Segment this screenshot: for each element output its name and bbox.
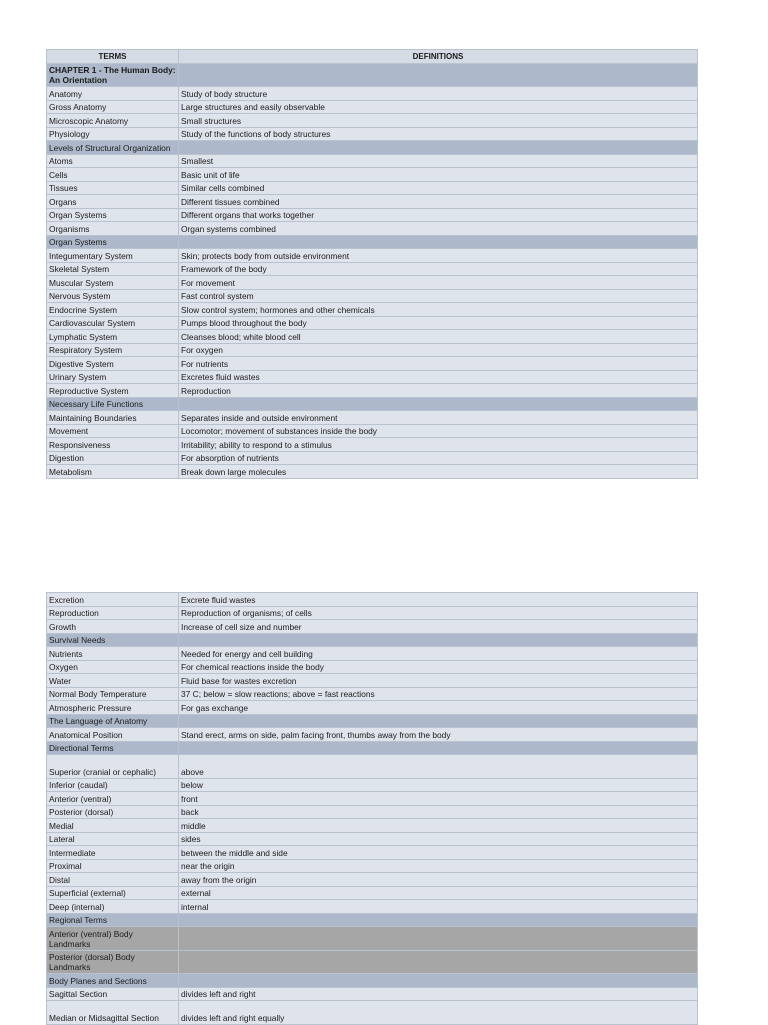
definition-cell xyxy=(179,950,698,974)
definition-cell: Stand erect, arms on side, palm facing front, thumbs away from the body xyxy=(179,728,698,742)
table-row xyxy=(47,195,698,209)
definition-cell xyxy=(179,927,698,951)
definition-cell: front xyxy=(179,792,698,806)
term-cell: Water xyxy=(47,674,179,688)
header-terms: TERMS xyxy=(47,50,179,64)
definition-cell: Smallest xyxy=(179,154,698,168)
term-cell: Maintaining Boundaries xyxy=(47,411,179,425)
term-cell: Atoms xyxy=(47,154,179,168)
term-cell: Growth xyxy=(47,620,179,634)
term-cell: Sagittal Section xyxy=(47,987,179,1001)
table-row xyxy=(47,289,698,303)
term-cell: Median or Midsagittal Section xyxy=(47,1001,179,1025)
definition-cell: near the origin xyxy=(179,859,698,873)
table-row xyxy=(47,87,698,101)
table-header xyxy=(47,50,698,64)
term-cell: Proximal xyxy=(47,859,179,873)
term-cell: Lateral xyxy=(47,832,179,846)
term-cell: Metabolism xyxy=(47,465,179,479)
definition-cell: Framework of the body xyxy=(179,262,698,276)
term-cell: Tissues xyxy=(47,181,179,195)
definition-cell: Study of the functions of body structures xyxy=(179,127,698,141)
table-row xyxy=(47,792,698,806)
term-cell: Normal Body Temperature xyxy=(47,687,179,701)
definition-cell: For absorption of nutrients xyxy=(179,451,698,465)
term-cell: CHAPTER 1 - The Human Body: An Orientation xyxy=(47,63,179,87)
table-row xyxy=(47,276,698,290)
table-row xyxy=(47,127,698,141)
term-cell: Deep (internal) xyxy=(47,900,179,914)
section-row xyxy=(47,235,698,249)
table-row xyxy=(47,181,698,195)
term-cell: Body Planes and Sections xyxy=(47,974,179,988)
table-row xyxy=(47,370,698,384)
definition-cell: Different organs that works together xyxy=(179,208,698,222)
definition-cell xyxy=(179,974,698,988)
term-cell: Anterior (ventral) xyxy=(47,792,179,806)
term-cell: Muscular System xyxy=(47,276,179,290)
table-row xyxy=(47,701,698,715)
term-cell: Endocrine System xyxy=(47,303,179,317)
definition-cell xyxy=(179,913,698,927)
definition-cell: Separates inside and outside environment xyxy=(179,411,698,425)
term-cell: Microscopic Anatomy xyxy=(47,114,179,128)
definition-cell: external xyxy=(179,886,698,900)
section-row xyxy=(47,950,698,974)
definition-cell: back xyxy=(179,805,698,819)
table-row xyxy=(47,222,698,236)
definition-cell: Study of body structure xyxy=(179,87,698,101)
section-row xyxy=(47,633,698,647)
table-row xyxy=(47,262,698,276)
definition-cell xyxy=(179,141,698,155)
table-row xyxy=(47,168,698,182)
table-row xyxy=(47,674,698,688)
definition-cell xyxy=(179,714,698,728)
table-row xyxy=(47,438,698,452)
term-cell: Digestive System xyxy=(47,357,179,371)
term-cell: Responsiveness xyxy=(47,438,179,452)
term-cell: Atmospheric Pressure xyxy=(47,701,179,715)
definition-cell: away from the origin xyxy=(179,873,698,887)
term-cell: Excretion xyxy=(47,593,179,607)
definition-cell: Break down large molecules xyxy=(179,465,698,479)
definition-cell xyxy=(179,741,698,755)
table-row xyxy=(47,330,698,344)
term-cell: Integumentary System xyxy=(47,249,179,263)
section-row xyxy=(47,397,698,411)
term-cell: Cells xyxy=(47,168,179,182)
table-row xyxy=(47,832,698,846)
term-cell: Organs xyxy=(47,195,179,209)
definition-cell: internal xyxy=(179,900,698,914)
term-cell: Digestion xyxy=(47,451,179,465)
table-row xyxy=(47,873,698,887)
definition-cell: Cleanses blood; white blood cell xyxy=(179,330,698,344)
definition-cell: Pumps blood throughout the body xyxy=(179,316,698,330)
definition-cell: above xyxy=(179,755,698,779)
definition-cell: Different tissues combined xyxy=(179,195,698,209)
term-cell: Superficial (external) xyxy=(47,886,179,900)
term-cell: Movement xyxy=(47,424,179,438)
table-row xyxy=(47,384,698,398)
terms-table-page-2 xyxy=(46,592,698,1025)
table-row xyxy=(47,357,698,371)
definition-cell: below xyxy=(179,778,698,792)
term-cell: Superior (cranial or cephalic) xyxy=(47,755,179,779)
table-row xyxy=(47,606,698,620)
definition-cell: 37 C; below = slow reactions; above = fast reactions xyxy=(179,687,698,701)
table-row xyxy=(47,755,698,779)
definition-cell: For movement xyxy=(179,276,698,290)
definition-cell: Excrete fluid wastes xyxy=(179,593,698,607)
term-cell: Reproduction xyxy=(47,606,179,620)
header-definitions: DEFINITIONS xyxy=(179,50,698,64)
definition-cell: Fluid base for wastes excretion xyxy=(179,674,698,688)
table-row xyxy=(47,805,698,819)
term-cell: Physiology xyxy=(47,127,179,141)
definition-cell: sides xyxy=(179,832,698,846)
term-cell: Gross Anatomy xyxy=(47,100,179,114)
terms-table-page-1 xyxy=(46,49,698,479)
section-row xyxy=(47,741,698,755)
term-cell: Cardiovascular System xyxy=(47,316,179,330)
section-row xyxy=(47,714,698,728)
definition-cell: Reproduction of organisms; of cells xyxy=(179,606,698,620)
term-cell: Levels of Structural Organization xyxy=(47,141,179,155)
definition-cell: Excretes fluid wastes xyxy=(179,370,698,384)
table-row xyxy=(47,728,698,742)
definition-cell xyxy=(179,63,698,87)
term-cell: Intermediate xyxy=(47,846,179,860)
term-cell: Organ Systems xyxy=(47,208,179,222)
table-row xyxy=(47,465,698,479)
table-row xyxy=(47,987,698,1001)
term-cell: Posterior (dorsal) xyxy=(47,805,179,819)
definition-cell: between the middle and side xyxy=(179,846,698,860)
table-row xyxy=(47,343,698,357)
table-row xyxy=(47,303,698,317)
definition-cell: Fast control system xyxy=(179,289,698,303)
definition-cell: For nutrients xyxy=(179,357,698,371)
table-row xyxy=(47,900,698,914)
table-row xyxy=(47,687,698,701)
table-row xyxy=(47,859,698,873)
term-cell: Directional Terms xyxy=(47,741,179,755)
definition-cell: Locomotor; movement of substances inside the body xyxy=(179,424,698,438)
term-cell: Necessary Life Functions xyxy=(47,397,179,411)
section-row xyxy=(47,913,698,927)
table-row xyxy=(47,819,698,833)
term-cell: Skeletal System xyxy=(47,262,179,276)
definition-cell: divides left and right xyxy=(179,987,698,1001)
term-cell: Urinary System xyxy=(47,370,179,384)
definition-cell: For oxygen xyxy=(179,343,698,357)
definition-cell: For gas exchange xyxy=(179,701,698,715)
definition-cell: Irritability; ability to respond to a stimulus xyxy=(179,438,698,452)
term-cell: Distal xyxy=(47,873,179,887)
term-cell: Posterior (dorsal) Body Landmarks xyxy=(47,950,179,974)
table-row xyxy=(47,100,698,114)
definition-cell: Increase of cell size and number xyxy=(179,620,698,634)
term-cell: Regional Terms xyxy=(47,913,179,927)
table-row xyxy=(47,249,698,263)
term-cell: Anatomical Position xyxy=(47,728,179,742)
term-cell: Nutrients xyxy=(47,647,179,661)
term-cell: The Language of Anatomy xyxy=(47,714,179,728)
table-row xyxy=(47,647,698,661)
term-cell: Organ Systems xyxy=(47,235,179,249)
table-row xyxy=(47,620,698,634)
term-cell: Respiratory System xyxy=(47,343,179,357)
section-row xyxy=(47,974,698,988)
definition-cell: Organ systems combined xyxy=(179,222,698,236)
definition-cell xyxy=(179,633,698,647)
table-row xyxy=(47,114,698,128)
definition-cell: Reproduction xyxy=(179,384,698,398)
term-cell: Medial xyxy=(47,819,179,833)
section-row xyxy=(47,141,698,155)
table-row xyxy=(47,778,698,792)
definition-cell: For chemical reactions inside the body xyxy=(179,660,698,674)
term-cell: Inferior (caudal) xyxy=(47,778,179,792)
table-row xyxy=(47,316,698,330)
definition-cell: Similar cells combined xyxy=(179,181,698,195)
table-row xyxy=(47,424,698,438)
table-row xyxy=(47,154,698,168)
definition-cell: Needed for energy and cell building xyxy=(179,647,698,661)
term-cell: Reproductive System xyxy=(47,384,179,398)
table-row xyxy=(47,593,698,607)
table-row xyxy=(47,451,698,465)
definition-cell: Large structures and easily observable xyxy=(179,100,698,114)
definition-cell xyxy=(179,397,698,411)
table-row xyxy=(47,411,698,425)
table-row xyxy=(47,660,698,674)
table-row xyxy=(47,846,698,860)
definition-cell: Small structures xyxy=(179,114,698,128)
definition-cell: Slow control system; hormones and other chemicals xyxy=(179,303,698,317)
term-cell: Oxygen xyxy=(47,660,179,674)
term-cell: Lymphatic System xyxy=(47,330,179,344)
term-cell: Organisms xyxy=(47,222,179,236)
definition-cell: Basic unit of life xyxy=(179,168,698,182)
definition-cell: divides left and right equally xyxy=(179,1001,698,1025)
definition-cell xyxy=(179,235,698,249)
table-row xyxy=(47,1001,698,1025)
term-cell: Anatomy xyxy=(47,87,179,101)
term-cell: Nervous System xyxy=(47,289,179,303)
term-cell: Survival Needs xyxy=(47,633,179,647)
table-row xyxy=(47,208,698,222)
definition-cell: middle xyxy=(179,819,698,833)
term-cell: Anterior (ventral) Body Landmarks xyxy=(47,927,179,951)
definition-cell: Skin; protects body from outside environment xyxy=(179,249,698,263)
table-row xyxy=(47,886,698,900)
section-row xyxy=(47,63,698,87)
section-row xyxy=(47,927,698,951)
